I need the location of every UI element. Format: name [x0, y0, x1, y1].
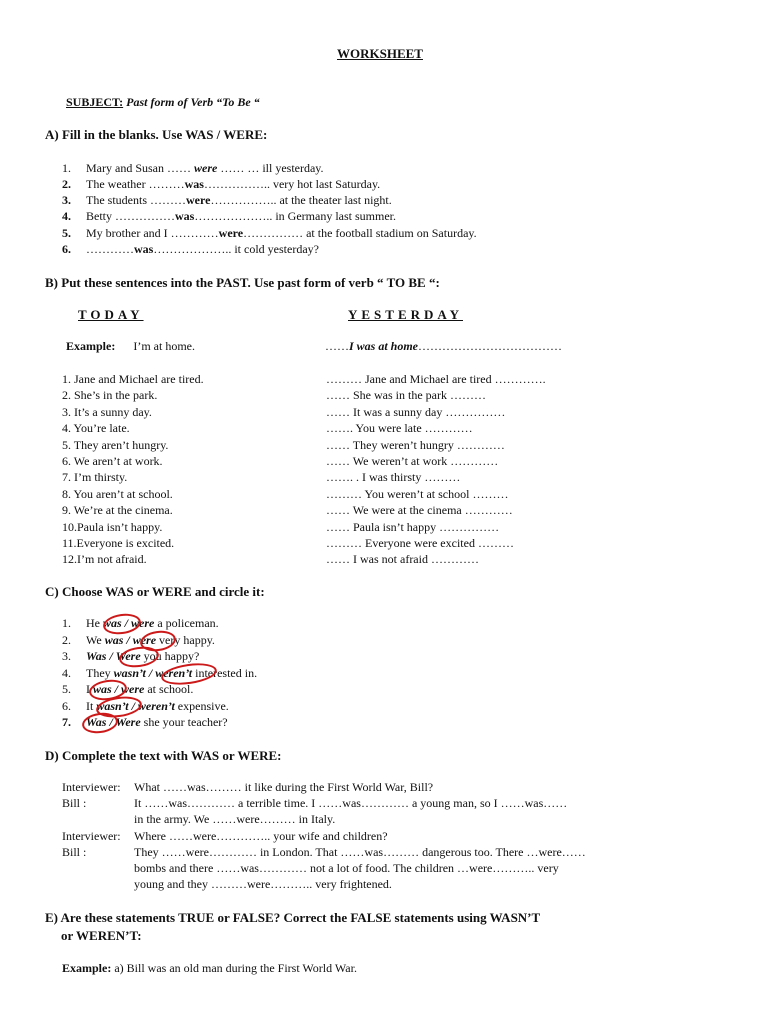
item-text-pre: My brother and I ………… — [86, 226, 219, 240]
example-e-text: a) Bill was an old man during the First World War. — [114, 961, 357, 975]
worksheet-title: WORKSHEET — [337, 46, 423, 61]
item-number: 3. — [62, 649, 71, 663]
example-b-yesterday — [325, 339, 562, 354]
was-were-choice[interactable]: wasn’t / weren’t — [113, 665, 193, 680]
item-text-pre: I — [86, 682, 93, 696]
fill-blank-item — [62, 209, 396, 224]
column-today-heading: TODAY — [78, 307, 144, 322]
item-text-post: ……………….. it cold yesterday? — [153, 242, 319, 256]
item-number: 2. — [62, 632, 71, 647]
yesterday-sentence: …… We were at the cinema ………… — [326, 503, 513, 518]
yesterday-sentence: …… It was a sunny day …………… — [326, 404, 506, 419]
section-e-heading-line2: or WEREN’T: — [61, 928, 142, 943]
fill-blank-item — [62, 242, 319, 257]
yesterday-sentence: ……… Everyone were excited ……… — [326, 536, 514, 550]
item-number: 3. — [62, 193, 71, 207]
fill-blank-item — [62, 177, 380, 192]
example-b-today — [66, 339, 195, 354]
dialogue-line — [62, 845, 586, 860]
item-text-pre: ………… — [86, 242, 134, 256]
today-sentence: 1. Jane and Michael are tired. — [62, 372, 204, 386]
yesterday-sentence: ……. . I was thirsty ……… — [326, 470, 461, 485]
column-yesterday-heading: YESTERDAY — [348, 307, 463, 322]
dialogue-line — [62, 861, 559, 876]
choice-item — [62, 682, 193, 697]
choice-item — [62, 633, 215, 648]
item-answer: were — [186, 193, 211, 207]
section-a-heading: A) Fill in the blanks. Use WAS / WERE: — [45, 127, 268, 142]
yesterday-sentence: …… She was in the park ……… — [326, 388, 486, 403]
fill-blank-item — [62, 161, 324, 176]
item-text-post: you happy? — [140, 649, 200, 663]
section-b-heading: B) Put these sentences into the PAST. Use past form of verb “ TO BE “: — [45, 275, 440, 290]
item-text-pre: The students ……… — [86, 193, 186, 207]
item-number: 5. — [62, 226, 71, 240]
yesterday-sentence: ……… You weren’t at school ……… — [326, 486, 509, 501]
subject-text: Past form of Verb “To Be “ — [126, 95, 260, 109]
item-number: 6. — [62, 698, 71, 713]
example-e-label: Example: — [62, 961, 112, 975]
item-answer: were — [218, 226, 244, 240]
dialogue-line — [62, 780, 433, 795]
example-answer: I was at home — [349, 339, 419, 353]
item-number: 7. — [62, 715, 71, 729]
item-text-post: she your teacher? — [140, 715, 228, 729]
today-sentence: 3. It’s a sunny day. — [62, 404, 152, 419]
item-text-post: a policeman. — [154, 616, 219, 630]
subject-line — [66, 95, 260, 110]
dialogue-text: bombs and there ……was………… not a lot of food. The children …were……….. very — [134, 861, 559, 875]
item-text-post: ……………….. in Germany last summer. — [194, 209, 396, 223]
speaker-name: Interviewer: — [62, 780, 121, 794]
speaker-name: Bill : — [62, 796, 87, 811]
dialogue-text: It ……was………… a terrible time. I ……was………… a young man, so I ……was…… — [134, 796, 568, 811]
item-text-pre: We — [86, 632, 105, 647]
was-were-choice[interactable]: Was / Were — [86, 715, 141, 729]
today-sentence: 10.Paula isn’t happy. — [62, 519, 163, 534]
today-sentence: 2. She’s in the park. — [62, 388, 158, 403]
dialogue-text: in the army. We ……were……… in Italy. — [134, 812, 336, 827]
item-text-pre: Mary and Susan …… — [86, 161, 194, 175]
fill-blank-item — [62, 226, 477, 241]
today-sentence: 11.Everyone is excited. — [62, 536, 175, 550]
item-answer: was — [175, 209, 195, 223]
was-were-choice[interactable]: Was / Were — [86, 649, 141, 663]
yesterday-sentence: …… Paula isn’t happy …………… — [326, 519, 500, 534]
item-text-post: …………….. at the theater last night. — [210, 193, 392, 207]
today-sentence: 8. You aren’t at school. — [62, 486, 173, 501]
speaker-name: Bill : — [62, 844, 87, 859]
was-were-choice[interactable]: was / were — [103, 616, 155, 630]
was-were-choice[interactable]: was / were — [93, 682, 145, 696]
section-d-heading: D) Complete the text with WAS or WERE: — [45, 748, 282, 763]
was-were-choice[interactable]: wasn’t / weren’t — [96, 698, 175, 713]
item-number: 4. — [62, 209, 71, 223]
item-number: 6. — [62, 242, 71, 256]
item-answer: was — [134, 242, 154, 256]
example-today-text: I’m at home. — [133, 339, 195, 353]
dialogue-text: young and they ………were……….. very frightened. — [134, 877, 392, 892]
item-answer: were — [194, 161, 218, 175]
example-dots: …… — [325, 339, 349, 353]
dialogue-text: Where ……were………….. your wife and children? — [134, 828, 388, 843]
choice-item — [62, 666, 257, 681]
today-sentence: 4. You’re late. — [62, 421, 130, 436]
fill-blank-item — [62, 193, 392, 208]
item-number: 5. — [62, 682, 71, 696]
item-text-pre: The weather ……… — [86, 177, 185, 191]
item-number: 4. — [62, 665, 71, 680]
yesterday-sentence: ……. You were late ………… — [326, 421, 473, 436]
item-text-post: …………….. very hot last Saturday. — [203, 177, 381, 191]
item-text-pre: They — [86, 665, 114, 680]
was-were-choice[interactable]: was / were — [104, 632, 157, 647]
item-text-post: very happy. — [156, 632, 215, 647]
dialogue-text: What ……was……… it like during the First World War, Bill? — [134, 780, 434, 794]
dialogue-line — [62, 829, 388, 844]
today-sentence: 12.I’m not afraid. — [62, 552, 147, 567]
yesterday-sentence: …… I was not afraid ………… — [326, 552, 479, 567]
item-number: 2. — [62, 177, 71, 191]
today-sentence: 9. We’re at the cinema. — [62, 503, 173, 518]
item-text-pre: He — [86, 616, 103, 630]
item-number: 1. — [62, 161, 71, 175]
today-sentence: 7. I’m thirsty. — [62, 470, 128, 485]
dialogue-text: They ……were………… in London. That ……was……… dangerous too. There …were…… — [134, 844, 586, 859]
example-label: Example: — [66, 339, 116, 353]
yesterday-sentence: …… They weren’t hungry ………… — [326, 437, 505, 452]
today-sentence: 6. We aren’t at work. — [62, 454, 163, 468]
subject-label: SUBJECT: — [66, 95, 124, 109]
item-answer: was — [184, 177, 204, 191]
item-text-post: …… … ill yesterday. — [217, 161, 324, 175]
dialogue-line — [62, 812, 335, 827]
dialogue-line — [62, 877, 392, 892]
yesterday-sentence: ……… Jane and Michael are tired …………. — [326, 372, 546, 386]
section-c-heading: C) Choose WAS or WERE and circle it: — [45, 584, 265, 599]
example-e — [62, 961, 357, 976]
section-e-heading-line1: E) Are these statements TRUE or FALSE? Correct the FALSE statements using WASN’T — [45, 910, 541, 925]
item-text-post: …………… at the football stadium on Saturday. — [243, 226, 477, 240]
example-dots-end: ……………………………… — [418, 339, 563, 353]
item-text-pre: It — [86, 698, 97, 713]
item-text-post: interested in. — [192, 665, 258, 680]
item-text-pre: Betty …………… — [86, 209, 175, 223]
yesterday-sentence: …… We weren’t at work ………… — [326, 454, 499, 468]
choice-item — [62, 699, 229, 714]
item-number: 1. — [62, 616, 71, 630]
dialogue-line — [62, 796, 567, 811]
today-sentence: 5. They aren’t hungry. — [62, 437, 169, 452]
item-text-post: at school. — [144, 682, 194, 696]
speaker-name: Interviewer: — [62, 828, 121, 843]
item-text-post: expensive. — [174, 698, 229, 713]
